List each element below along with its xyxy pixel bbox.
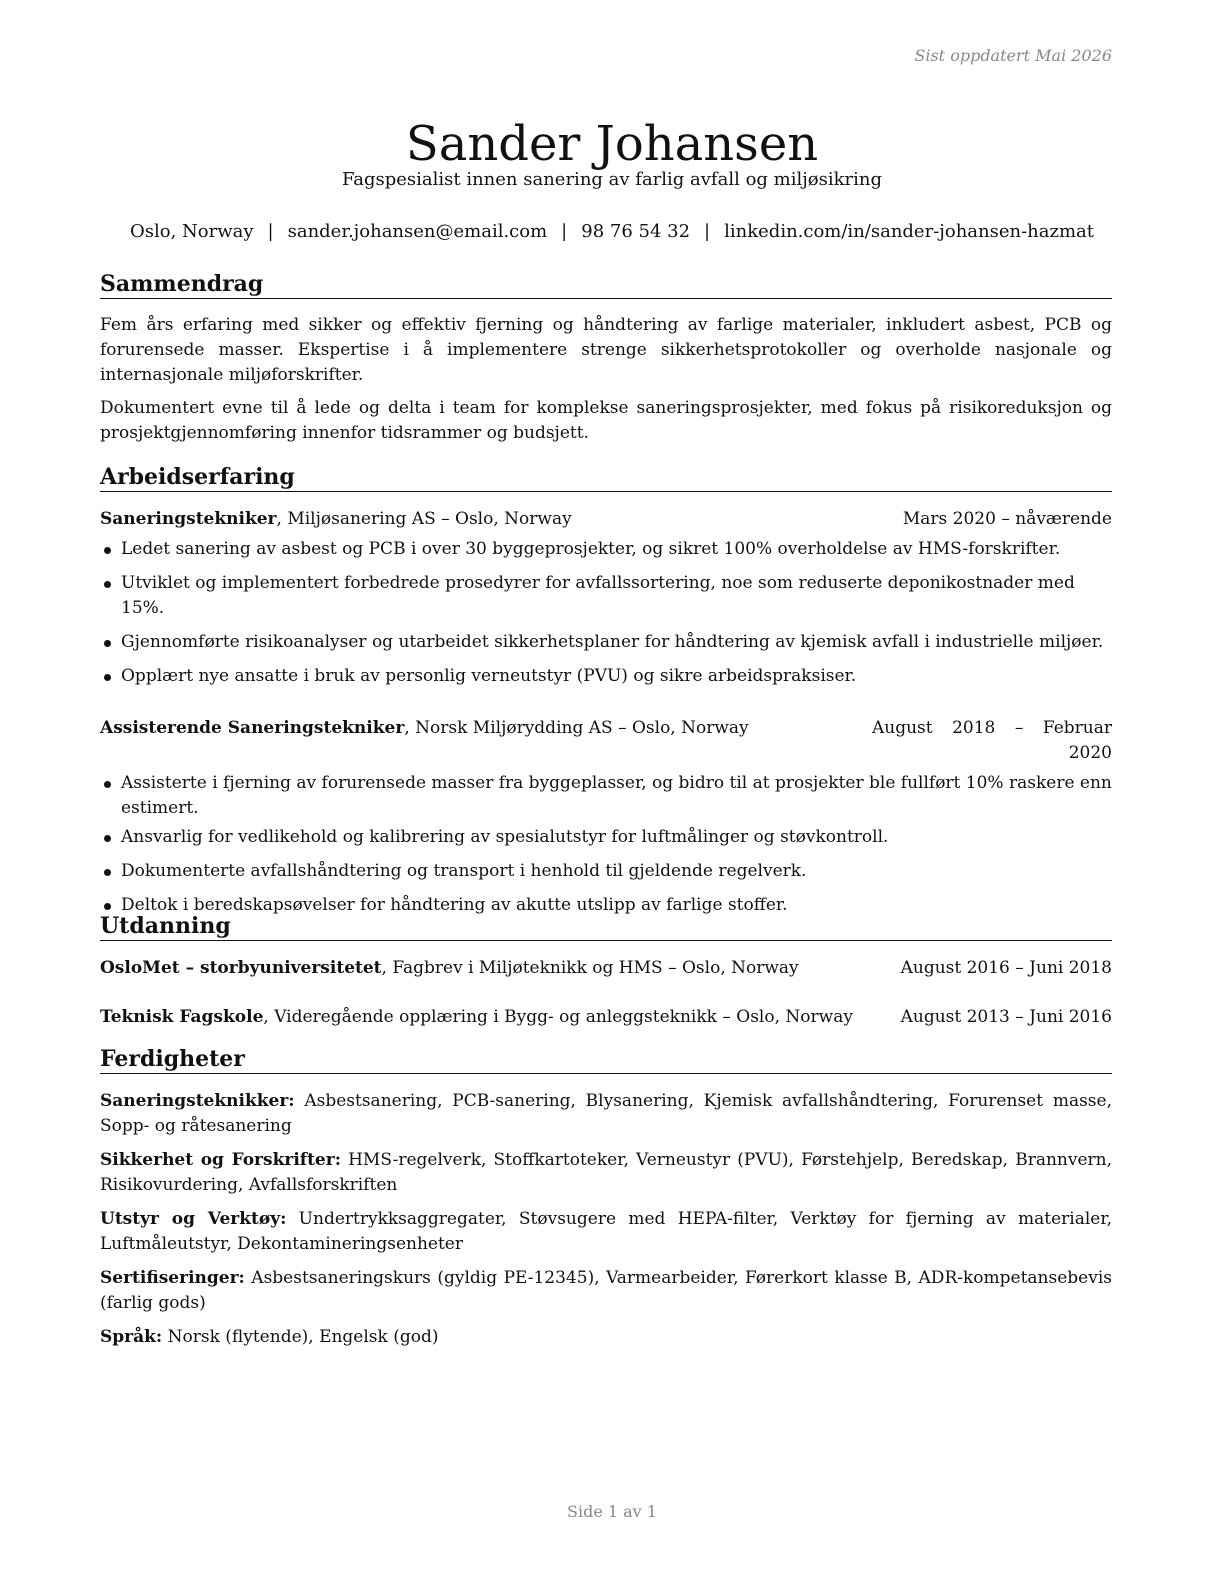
contact-email[interactable]: sander.johansen@email.com <box>287 221 548 242</box>
list-item: Gjennomførte risikoanalyser og utarbeidet sikkerhetsplaner for håndtering av kjemisk avfall i industrielle miljøer. <box>100 630 1112 655</box>
job-title: Saneringstekniker <box>100 509 277 529</box>
skill-label: Sikkerhet og Forskrifter: <box>100 1150 341 1170</box>
education-school: Teknisk Fagskole <box>100 1007 264 1027</box>
list-item: Opplært nye ansatte i bruk av personlig verneutstyr (PVU) og sikre arbeidspraksiser. <box>100 664 1112 689</box>
list-item: Utviklet og implementert forbedrede prosedyrer for avfallssortering, noe som reduserte deponikostnader med 15%. <box>100 571 1112 621</box>
list-item: Assisterte i fjerning av forurensede masser fra byggeplasser, og bidro til at prosjekter ble fullført 10% raskere enn estimert. <box>100 771 1112 821</box>
job-dates: August 2018 – Februar 2020 <box>872 718 1112 763</box>
job-title-line <box>100 507 572 532</box>
experience-section <box>100 464 1112 918</box>
skill-text: Asbestsaneringskurs (gyldig PE-12345), Varmearbeider, Førerkort klasse B, ADR-kompetansebevis (farlig gods) <box>100 1268 1112 1313</box>
skill-row <box>100 1325 1112 1350</box>
skill-text: Norsk (flytende), Engelsk (god) <box>162 1327 439 1347</box>
contact-linkedin[interactable]: linkedin.com/in/sander-johansen-hazmat <box>724 221 1095 242</box>
section-title-education: Utdanning <box>100 913 1112 941</box>
job-header <box>100 716 1112 766</box>
job-title-line <box>100 716 749 741</box>
list-item: Ledet sanering av asbest og PCB i over 30 byggeprosjekter, og sikret 100% overholdelse av HMS-forskrifter. <box>100 537 1112 562</box>
job-dates: Mars 2020 – nåværende <box>902 509 1112 529</box>
contact-separator: | <box>704 221 711 242</box>
summary-paragraph: Dokumentert evne til å lede og delta i team for komplekse saneringsprosjekter, med fokus på risikoreduksjon og prosjektgjennomføring innenfor tidsrammer og budsjett. <box>100 398 1112 443</box>
list-item: Deltok i beredskapsøvelser for håndtering av akutte utslipp av farlige stoffer. <box>100 893 1112 918</box>
job-employer: , Miljøsanering AS – Oslo, Norway <box>276 509 572 529</box>
skill-row <box>100 1089 1112 1139</box>
skill-text: Asbestsanering, PCB-sanering, Blysanering, Kjemisk avfallshåndtering, Forurenset masse, Sopp- og råtesanering <box>100 1091 1112 1136</box>
skill-row <box>100 1207 1112 1257</box>
page-number: Side 1 av 1 <box>567 1502 657 1521</box>
job-title: Assisterende Saneringstekniker <box>100 718 405 738</box>
skill-row <box>100 1148 1112 1198</box>
education-dates: August 2013 – Juni 2016 <box>900 1007 1112 1027</box>
skill-label: Sertifiseringer: <box>100 1268 245 1288</box>
job-header <box>100 507 1112 532</box>
job-bullets <box>100 771 1112 918</box>
skill-row <box>100 1266 1112 1316</box>
section-title-skills: Ferdigheter <box>100 1046 1112 1074</box>
education-school: OsloMet – storbyuniversitetet <box>100 958 382 978</box>
summary-paragraph: Fem års erfaring med sikker og effektiv fjerning og håndtering av farlige materialer, inkludert asbest, PCB og forurensede masser. Ekspertise i å implementere strenge sikkerhetsprotokoller og overholde nasjonale og internasjonale miljøforskrifter. <box>100 315 1112 385</box>
skill-label: Språk: <box>100 1327 163 1347</box>
skill-label: Utstyr og Verktøy: <box>100 1209 287 1229</box>
list-item: Ansvarlig for vedlikehold og kalibrering av spesialutstyr for luftmålinger og støvkontroll. <box>100 825 1112 850</box>
education-entry <box>100 1005 1112 1030</box>
job-employer: , Norsk Miljørydding AS – Oslo, Norway <box>404 718 749 738</box>
contact-separator: | <box>561 221 568 242</box>
education-section <box>100 913 1112 1030</box>
headline: Fagspesialist innen sanering av farlig avfall og miljøsikring <box>341 169 883 190</box>
education-dates: August 2016 – Juni 2018 <box>900 958 1112 978</box>
education-title-line <box>100 1005 853 1030</box>
candidate-name: Sander Johansen <box>405 116 819 173</box>
contact-phone: 98 76 54 32 <box>581 221 691 242</box>
skills-section <box>100 1046 1112 1350</box>
skill-label: Saneringsteknikker: <box>100 1091 295 1111</box>
list-item: Dokumenterte avfallshåndtering og transport i henhold til gjeldende regelverk. <box>100 859 1112 884</box>
education-program: , Videregående opplæring i Bygg- og anleggsteknikk – Oslo, Norway <box>263 1007 853 1027</box>
education-entry <box>100 956 1112 981</box>
education-title-line <box>100 956 799 981</box>
contact-location: Oslo, Norway <box>129 221 254 242</box>
contact-line <box>0 221 1224 242</box>
education-program: , Fagbrev i Miljøteknikk og HMS – Oslo, Norway <box>381 958 799 978</box>
job-bullets <box>100 537 1112 689</box>
skill-text: HMS-regelverk, Stoffkartoteker, Verneustyr (PVU), Førstehjelp, Beredskap, Brannvern, Risikovurdering, Avfallsforskriften <box>100 1150 1112 1195</box>
section-title-experience: Arbeidserfaring <box>100 464 1112 492</box>
section-title-summary: Sammendrag <box>100 271 1112 299</box>
summary-section <box>100 271 1112 446</box>
last-updated: Sist oppdatert Mai 2026 <box>914 46 1112 65</box>
contact-separator: | <box>267 221 274 242</box>
skill-text: Undertrykksaggregater, Støvsugere med HEPA-filter, Verktøy for fjerning av materialer, Luftmåleutstyr, Dekontamineringsenheter <box>100 1209 1112 1254</box>
